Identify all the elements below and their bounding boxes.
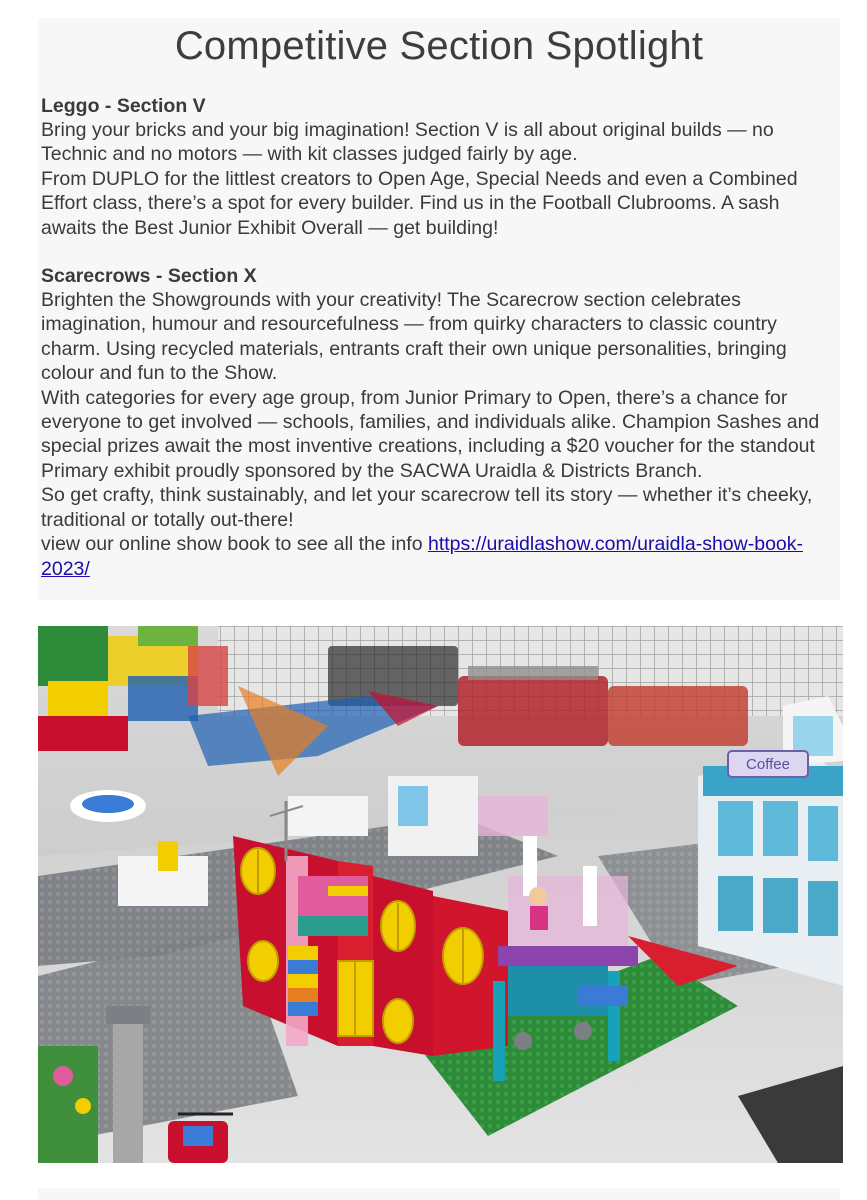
leggo-paragraph-1: Bring your bricks and your big imagination! Section V is all about original builds — no Technic and no motors — with kit classes judged fairly by age. xyxy=(41,119,774,166)
scarecrows-section xyxy=(41,264,840,581)
show-book-text: view our online show book to see all the info xyxy=(41,533,428,556)
spotlight-card xyxy=(38,18,840,600)
lego-display-illustration xyxy=(38,626,843,1163)
scarecrows-paragraph-1: Brighten the Showgrounds with your creativity! The Scarecrow section celebrates imagination, humour and resourcefulness — from quirky characters to classic country charm. Using recycled materials, entrants craft their own unique personalities, bringing colour and fun to the Show. xyxy=(41,289,787,385)
leggo-heading: Leggo - Section V xyxy=(41,95,206,117)
footer-strip xyxy=(38,1188,840,1200)
show-book-link[interactable]: https://uraidlashow.com/uraidla-show-book-2023/ xyxy=(41,533,803,580)
show-book-line xyxy=(41,532,840,581)
lego-display-photo xyxy=(38,626,843,1163)
scarecrows-paragraph-2: With categories for every age group, from Junior Primary to Open, there’s a chance for everyone to get involved — schools, families, and individuals alike. Champion Sashes and special prizes await the most inventive creations, including a $20 voucher for the standout Primary exhibit proudly sponsored by the SACWA Uraidla & Districts Branch. xyxy=(41,386,820,482)
scarecrows-heading: Scarecrows - Section X xyxy=(41,265,257,288)
page-title: Competitive Section Spotlight xyxy=(174,24,704,68)
coffee-sign-text: Coffee xyxy=(746,756,790,773)
leggo-paragraph-2: From DUPLO for the littlest creators to Open Age, Special Needs and even a Combined Effort class, there’s a spot for every builder. Find us in the Football Clubrooms. A sash awaits the Best Junior Exhibit Overall — get building! xyxy=(41,167,798,239)
leggo-section xyxy=(41,94,840,240)
scarecrows-paragraph-3: So get crafty, think sustainably, and let your scarecrow tell its story — whether it’s cheeky, traditional or totally out-there! xyxy=(41,484,813,531)
